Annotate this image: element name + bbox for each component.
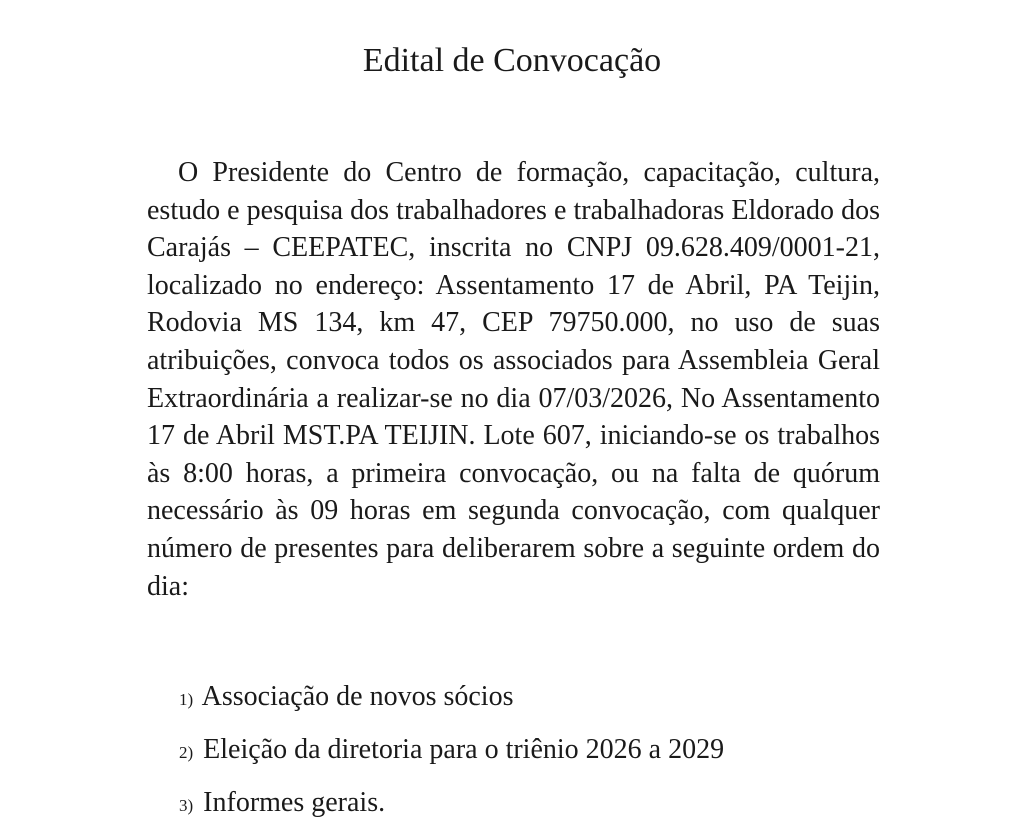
agenda-item bbox=[179, 731, 724, 784]
document-title: Edital de Convocação bbox=[362, 42, 662, 79]
agenda-item-text: Eleição da diretoria para o triênio 2026 a 2029 bbox=[203, 734, 725, 765]
agenda-item bbox=[179, 678, 724, 731]
agenda-item-text: Associação de novos sócios bbox=[201, 681, 514, 712]
convocation-paragraph: O Presidente do Centro de formação, capacitação, cultura, estudo e pesquisa dos trabalhadores e trabalhadoras Eldorado dos Carajás – CEEPATEC, inscrita no CNPJ 09.628.409/0001-21, localizado no endereço: Assentamento 17 de Abril, PA Teijin, Rodovia MS 134, km 47, CEP 79750.000, no uso de suas atribuições, convoca todos os associados para Assembleia Geral Extraordinária a realizar-se no dia 07/03/2026, No Assentamento 17 de Abril MST.PA TEIJIN. Lote 607, iniciando-se os trabalhos às 8:00 horas, a primeira convocação, ou na falta de quórum necessário às 09 horas em segunda convocação, com qualquer número de presentes para deliberarem sobre a seguinte ordem do dia: bbox=[147, 157, 880, 602]
agenda-item-number: 2) bbox=[179, 743, 194, 762]
agenda-item-number: 3) bbox=[179, 796, 194, 815]
agenda-item-text: Informes gerais. bbox=[203, 787, 386, 818]
agenda-item-number: 1) bbox=[179, 690, 194, 709]
agenda-list bbox=[179, 678, 724, 832]
agenda-item bbox=[179, 784, 724, 832]
